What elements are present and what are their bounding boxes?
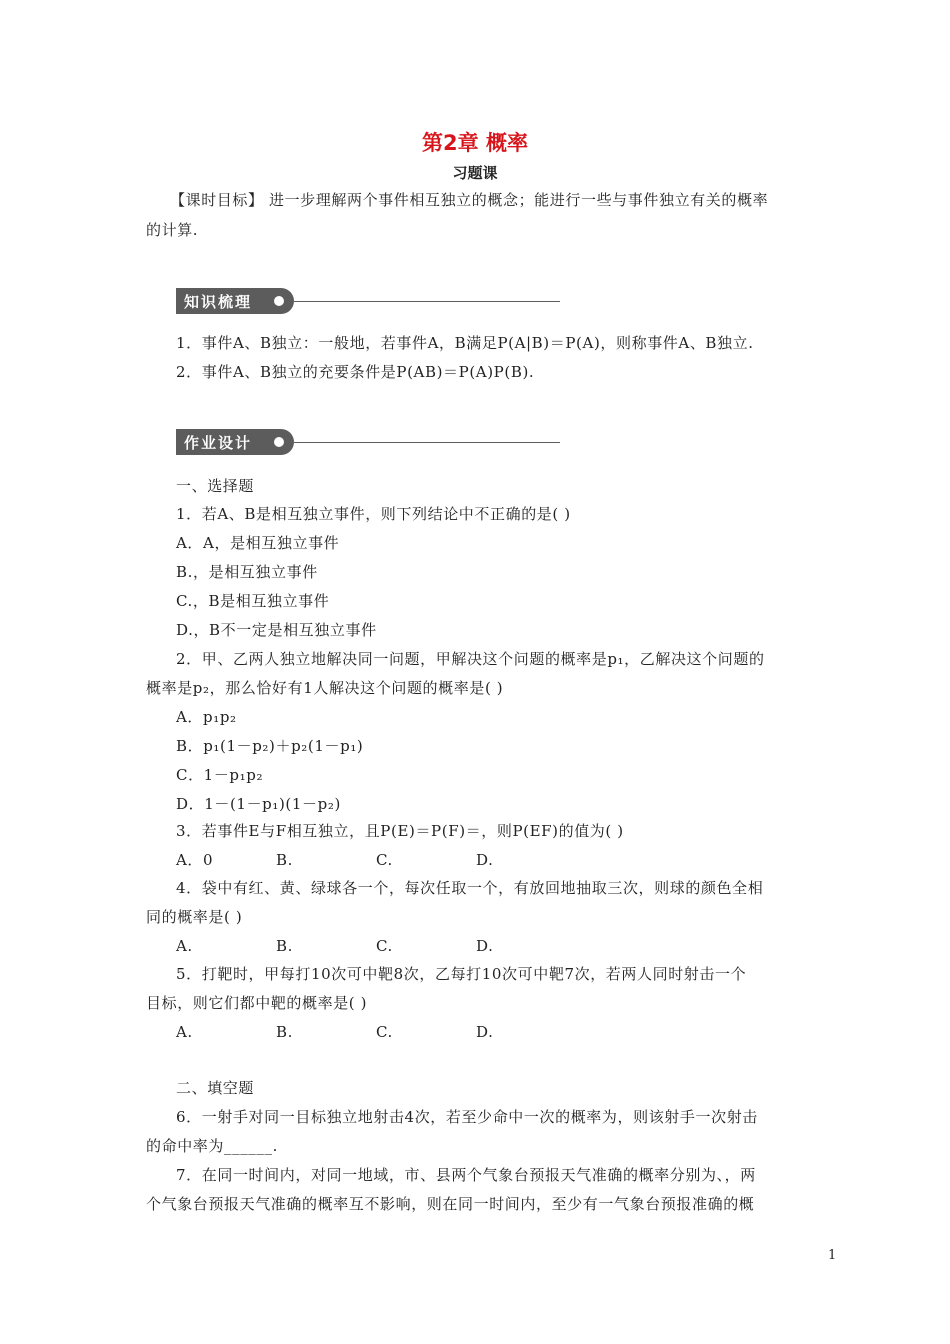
question-3-option-b: B. (276, 851, 293, 869)
section-header-homework (176, 429, 560, 455)
section-rule (294, 301, 560, 302)
objective-line-1: 【课时目标】 进一步理解两个事件相互独立的概念；能进行一些与事件独立有关的概率 (170, 191, 769, 209)
question-1-stem: 1．若A、B是相互独立事件，则下列结论中不正确的是( ) (176, 505, 571, 523)
question-1-option-d: D.，B不一定是相互独立事件 (176, 621, 377, 639)
question-7-line-2: 个气象台预报天气准确的概率互不影响，则在同一时间内，至少有一气象台预报准确的概 (146, 1195, 755, 1213)
question-6-line-2: 的命中率为______. (146, 1137, 278, 1155)
section-rule (294, 442, 560, 443)
bullet-dot-icon (274, 437, 284, 447)
question-5-option-c: C. (376, 1023, 393, 1041)
question-2-option-c: C．1－p₁p₂ (176, 766, 264, 784)
objective-line-2: 的计算. (146, 221, 199, 239)
question-7-line-1: 7．在同一时间内，对同一地域，市、县两个气象台预报天气准确的概率分别为、，两 (176, 1166, 756, 1184)
question-2-stem-line-2: 概率是p₂，那么恰好有1人解决这个问题的概率是( ) (146, 679, 504, 697)
question-4-option-a: A. (176, 937, 193, 955)
part-heading-choice: 一、选择题 (176, 477, 255, 495)
section-label: 知识梳理 (184, 293, 253, 311)
question-4-option-b: B. (276, 937, 293, 955)
page-number: 1 (828, 1248, 837, 1263)
question-4-stem-line-2: 同的概率是( ) (146, 908, 243, 926)
question-2-stem-line-1: 2．甲、乙两人独立地解决同一问题，甲解决这个问题的概率是p₁，乙解决这个问题的 (176, 650, 765, 668)
lesson-subtitle: 习题课 (452, 164, 498, 182)
question-2-option-b: B．p₁(1－p₂)＋p₂(1－p₁) (176, 737, 364, 755)
part-heading-fill: 二、填空题 (176, 1079, 255, 1097)
question-1-option-b: B.，是相互独立事件 (176, 563, 318, 581)
question-4-stem-line-1: 4．袋中有红、黄、绿球各一个，每次任取一个，有放回地抽取三次，则球的颜色全相 (176, 879, 764, 897)
question-3-option-d: D. (476, 851, 494, 869)
question-5-option-d: D. (476, 1023, 494, 1041)
question-4-option-c: C. (376, 937, 393, 955)
question-2-option-a: A．p₁p₂ (176, 708, 237, 726)
section-header-knowledge (176, 288, 560, 314)
question-3-option-c: C. (376, 851, 393, 869)
question-5-option-b: B. (276, 1023, 293, 1041)
chapter-title: 第2章 概率 (422, 131, 528, 155)
question-1-option-c: C.，B是相互独立事件 (176, 592, 330, 610)
question-5-stem-line-2: 目标，则它们都中靶的概率是( ) (146, 994, 368, 1012)
question-3-option-a: A．0 (176, 851, 214, 869)
question-2-option-d: D．1－(1－p₁)(1－p₂) (176, 795, 341, 813)
question-4-option-d: D. (476, 937, 494, 955)
question-6-line-1: 6．一射手对同一目标独立地射击4次，若至少命中一次的概率为，则该射手一次射击 (176, 1108, 758, 1126)
bullet-dot-icon (274, 296, 284, 306)
question-3-stem: 3．若事件E与F相互独立，且P(E)＝P(F)＝，则P(EF)的值为( ) (176, 822, 624, 840)
question-5-option-a: A. (176, 1023, 193, 1041)
section-label: 作业设计 (184, 434, 253, 452)
knowledge-item-1: 1．事件A、B独立：一般地，若事件A，B满足P(A|B)＝P(A)，则称事件A、B独立. (176, 334, 754, 352)
question-5-stem-line-1: 5．打靶时，甲每打10次可中靶8次，乙每打10次可中靶7次，若两人同时射击一个 (176, 965, 747, 983)
knowledge-item-2: 2．事件A、B独立的充要条件是P(AB)＝P(A)P(B). (176, 363, 535, 381)
question-1-option-a: A．A，是相互独立事件 (176, 534, 340, 552)
